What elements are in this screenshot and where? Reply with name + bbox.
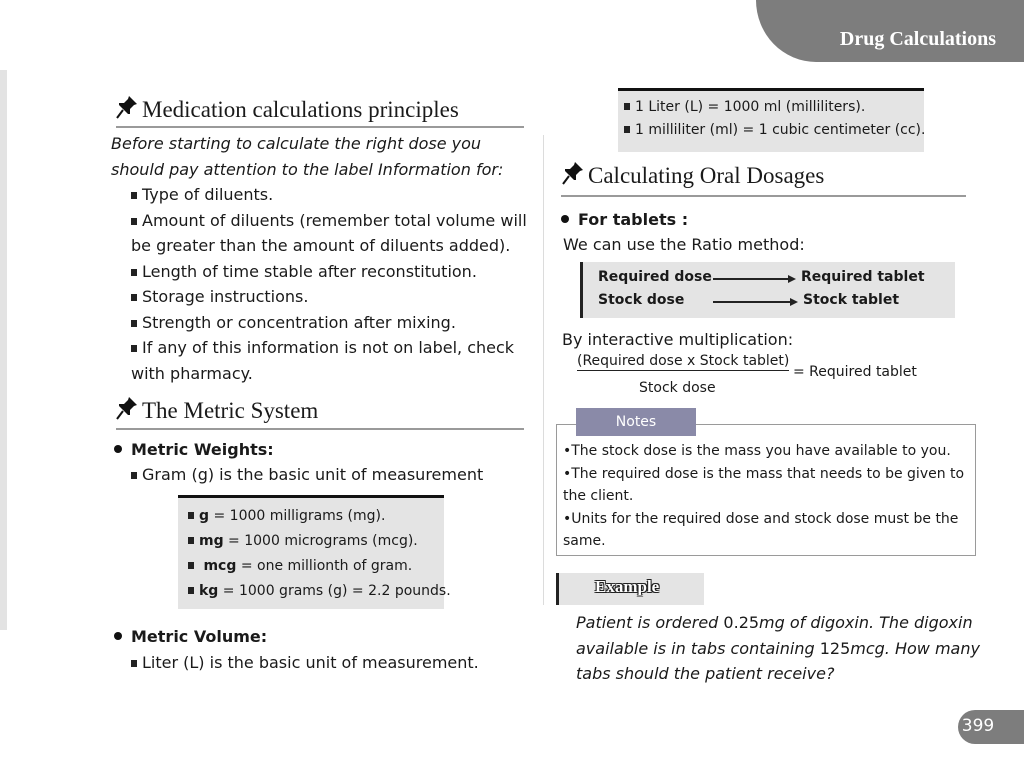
section-heading-oral <box>562 161 824 189</box>
heading-text: Medication calculations principles <box>142 97 459 122</box>
example-line: tabs should the patient receive? <box>576 664 835 683</box>
example-line: Patient is ordered 0.25mg of digoxin. The digoxin <box>576 613 973 632</box>
weights-row: mcg = one millionth of gram. <box>188 554 444 579</box>
ratio-intro: We can use the Ratio method: <box>563 235 805 254</box>
intro-line: Before starting to calculate the right dose you <box>111 134 482 153</box>
formula-denominator: Stock dose <box>639 380 716 396</box>
square-bullet-icon <box>188 512 194 519</box>
square-bullet-icon <box>624 126 630 133</box>
volume-box <box>618 88 924 152</box>
intro-line: should pay attention to the label Information for: <box>111 159 504 179</box>
heading-text: Calculating Oral Dosages <box>588 163 825 188</box>
example-line: available is in tabs containing 125mcg. How many <box>576 638 980 658</box>
list-item: Length of time stable after reconstitution. <box>131 259 527 285</box>
pushpin-icon <box>116 95 138 119</box>
note-line: •The stock dose is the mass you have available to you. <box>563 443 951 459</box>
weights-box <box>178 495 451 609</box>
square-bullet-icon <box>131 192 137 199</box>
note-line: same. <box>563 533 606 549</box>
list-item: Type of diluents. <box>131 182 527 208</box>
list-item: Amount of diluents (remember total volume will <box>131 208 527 234</box>
section-heading-metric <box>116 396 318 424</box>
weights-row: mg = 1000 micrograms (mcg). <box>188 529 444 554</box>
intro-text <box>111 131 503 182</box>
page-number: 399 <box>961 716 995 736</box>
note-line: •Units for the required dose and stock dose must be the <box>563 510 959 527</box>
note-line: •The required dose is the mass that needs to be given to <box>563 465 965 482</box>
arrow-right-icon <box>788 275 796 283</box>
square-bullet-icon <box>188 587 194 594</box>
weights-row: kg = 1000 grams (g) = 2.2 pounds. <box>188 579 444 604</box>
square-bullet-icon <box>131 320 137 327</box>
volume-row: 1 milliliter (ml) = 1 cubic centimeter (cc). <box>624 119 924 142</box>
arrow-line <box>713 301 791 303</box>
heading-underline <box>561 195 966 197</box>
list-item: Strength or concentration after mixing. <box>131 310 527 336</box>
weights-row: g = 1000 milligrams (mg). <box>188 504 444 529</box>
example-text <box>576 610 980 687</box>
heading-text: The Metric System <box>142 398 319 423</box>
formula-numerator: (Required dose x Stock tablet) <box>577 353 790 369</box>
list-item: If any of this information is not on label, check <box>131 335 527 361</box>
metric-volume-label: Metric Volume: <box>114 624 267 650</box>
stock-dose-label: Stock dose <box>598 292 685 308</box>
page-edge-shadow <box>0 70 7 630</box>
metric-volume-desc: Liter (L) is the basic unit of measurement. <box>131 650 479 676</box>
column-divider <box>543 135 544 605</box>
square-bullet-icon <box>131 660 137 667</box>
square-bullet-icon <box>131 269 137 276</box>
square-bullet-icon <box>131 472 137 479</box>
round-bullet-icon <box>561 215 569 223</box>
square-bullet-icon <box>131 218 137 225</box>
list-item-continued: with pharmacy. <box>131 363 253 383</box>
pushpin-icon <box>562 161 584 185</box>
metric-weights-desc: Gram (g) is the basic unit of measurement <box>131 462 483 488</box>
example-label: Example <box>595 577 660 596</box>
required-dose-label: Required dose <box>598 269 712 285</box>
interactive-label: By interactive multiplication: <box>562 330 794 349</box>
square-bullet-icon <box>624 103 630 110</box>
round-bullet-icon <box>114 632 122 640</box>
label-info-list <box>131 182 527 386</box>
arrow-right-icon <box>790 298 798 306</box>
metric-weights-label: Metric Weights: <box>114 437 274 463</box>
arrow-line <box>713 278 789 280</box>
list-item-continued: be greater than the amount of diluents added). <box>131 236 511 255</box>
tablets-label: For tablets : <box>561 207 688 233</box>
page-number-badge <box>958 710 1024 744</box>
note-line: the client. <box>563 488 634 504</box>
notes-box <box>556 424 976 556</box>
pushpin-icon <box>116 396 138 420</box>
square-bullet-icon <box>131 345 137 352</box>
section-heading-medication <box>116 95 459 123</box>
square-bullet-icon <box>188 537 194 544</box>
notes-tab: Notes <box>576 408 696 436</box>
round-bullet-icon <box>114 445 122 453</box>
chapter-title: Drug Calculations <box>839 28 996 50</box>
heading-underline <box>116 126 524 128</box>
header-tab <box>756 0 1024 62</box>
ratio-method-box <box>580 262 955 318</box>
list-item: Storage instructions. <box>131 284 527 310</box>
volume-row: 1 Liter (L) = 1000 ml (milliliters). <box>624 96 924 119</box>
formula-result: = Required tablet <box>793 364 917 380</box>
square-bullet-icon <box>188 562 194 569</box>
example-box <box>556 573 704 605</box>
square-bullet-icon <box>131 294 137 301</box>
required-tablet-label: Required tablet <box>801 269 925 285</box>
stock-tablet-label: Stock tablet <box>803 292 900 308</box>
heading-underline <box>116 428 524 430</box>
